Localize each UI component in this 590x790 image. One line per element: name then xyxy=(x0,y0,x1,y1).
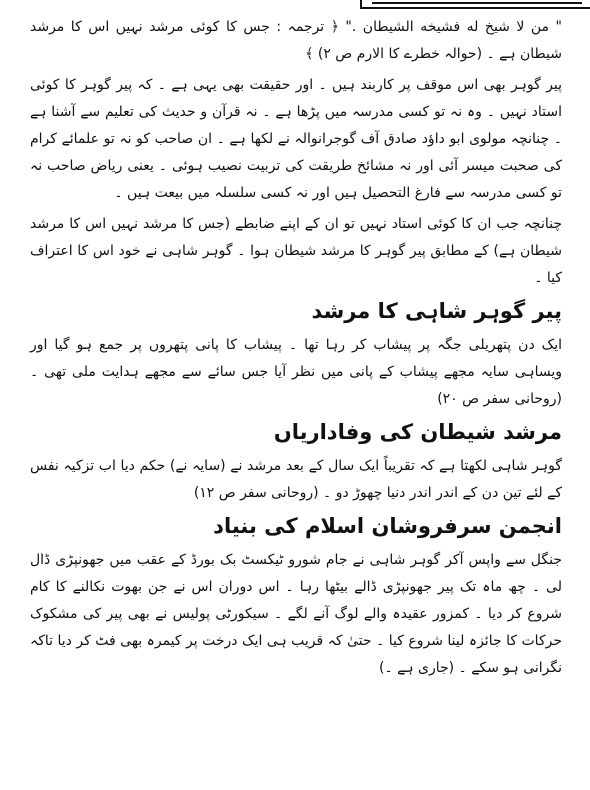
paragraph-conclusion: چنانچہ جب ان کا کوئی استاد نہیں تو ان کے اپنے ضابطے (جس کا مرشد نہیں اس کا مرشد شیطان ہے) کے مطابق پیر گوہر کا مرشد شیطان ہوا ۔ گوہر شاہی نے خود اس کا اعتراف کیا ۔ xyxy=(30,216,562,286)
paragraph-quote: " من لا شیخ له فشیخه الشیطان ." ﴿ ترجمہ : جس کا کوئی مرشد نہیں اس کا مرشد شیطان ہے ۔ (حوالہ خطرے کا الارم ص ۲) ﴾ xyxy=(30,19,562,62)
section-heading-loyalties: مرشد شیطان کی وفاداریاں xyxy=(273,420,562,444)
paragraph-intro: پیر گوہر بھی اس موقف پر کاربند ہیں ۔ اور حقیقت بھی یہی ہے ۔ کہ پیر گوہر کا کوئی استاد نہیں ۔ وہ نہ تو کسی مدرسہ میں پڑھا ہے ۔ نہ قرآن و حدیث کی تعلیم سے آشنا ہے ۔ چنانچہ مولوی ابو داؤد صادق آف گوجرانوالہ نے لکھا ہے ۔ ان صاحب کو نہ تو علمائے کرام کی صحبت میسر آئی اور نہ مشائخ طریقت کی تربیت نصیب ہوئی ۔ یعنی ریاض صاحب نہ تو کسی مدرسہ سے فارغ التحصیل ہیں اور نہ کسی سلسلہ میں بیعت ہیں ۔ xyxy=(30,77,562,201)
paragraph-murshid: ایک دن پتھریلی جگہ پر پیشاب کر رہا تھا ۔ پیشاب کا پانی پتھروں پر جمع ہو گیا اور ویساہی سایہ مجھے پیشاب کے پانی میں نظر آیا جس سائے سے مجھے ہدایت ملی تھی ۔ (روحانی سفر ص ۲۰) xyxy=(30,337,562,407)
document-page xyxy=(30,14,562,686)
top-border-decoration xyxy=(360,0,590,9)
paragraph-foundation: جنگل سے واپس آکر گوہر شاہی نے جام شورو ٹیکسٹ بک بورڈ کے عقب میں جھونپڑی ڈال لی ۔ چھ ماہ تک پیر جھونپڑی ڈالے بیٹھا رہا ۔ اس دوران اس نے جن بھوت نکالنے کا کام شروع کر دیا ۔ کمزور عقیدہ والے لوگ آنے لگے ۔ سیکورٹی پولیس نے بھی پیر کی مشکوک حرکات کا جائزہ لینا شروع کیا ۔ حتیٰ کہ قریب ہی ایک درخت پر کیمرہ بھی فٹ کر دیا تاکہ نگرانی ہو سکے ۔ (جاری ہے ۔) xyxy=(30,552,562,676)
paragraph-loyalties: گوہر شاہی لکھتا ہے کہ تقریباً ایک سال کے بعد مرشد نے (سایہ نے) حکم دیا اب تزکیہ نفس کے لئے تین دن کے اندر اندر دنیا چھوڑ دو ۔ (روحانی سفر ص ۱۲) xyxy=(30,458,562,501)
section-heading-murshid: پیر گوہر شاہی کا مرشد xyxy=(311,299,562,323)
section-heading-foundation: انجمن سرفروشان اسلام کی بنیاد xyxy=(213,514,562,538)
